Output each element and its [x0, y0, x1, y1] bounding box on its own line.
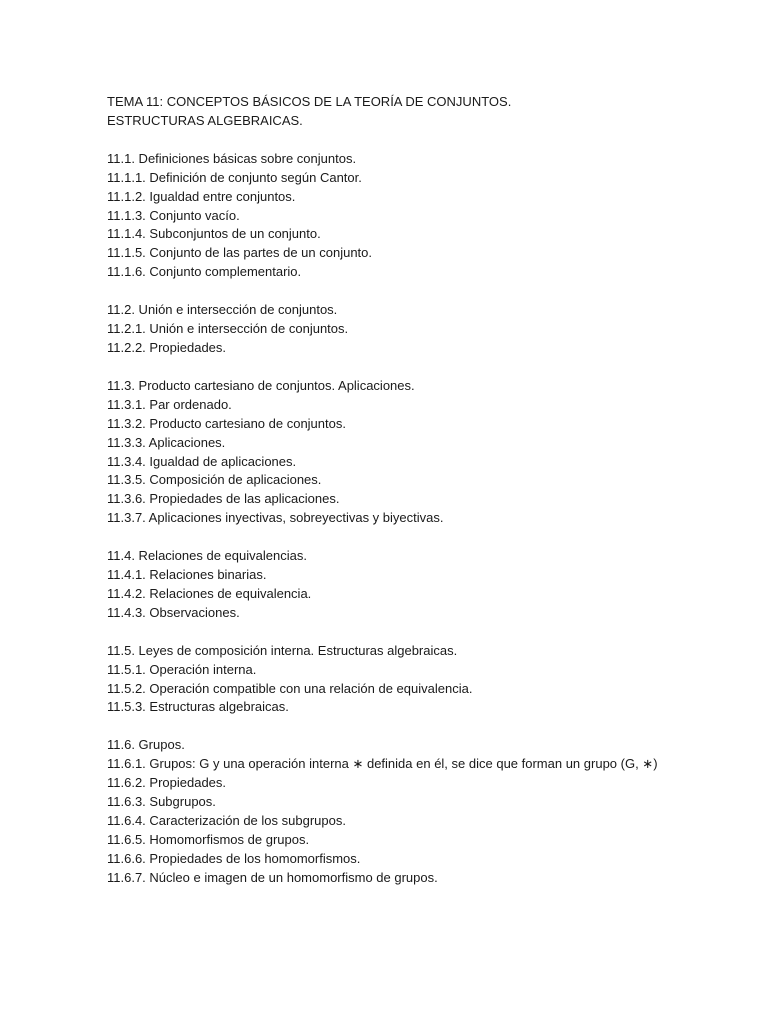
- section-item: 11.1.6. Conjunto complementario.: [107, 264, 302, 280]
- section-item: 11.3.2. Producto cartesiano de conjuntos.: [107, 415, 346, 431]
- section-11-5: [107, 642, 667, 718]
- section-11-1: [107, 150, 667, 282]
- section-heading: 11.3. Producto cartesiano de conjuntos. Aplicaciones.: [107, 377, 415, 393]
- section-item: 11.3.4. Igualdad de aplicaciones.: [107, 453, 297, 469]
- section-item: 11.1.5. Conjunto de las partes de un conjunto.: [107, 245, 373, 261]
- section-11-6: [107, 736, 667, 887]
- document-page: [107, 93, 667, 888]
- section-item: 11.3.3. Aplicaciones.: [107, 434, 226, 450]
- section-item: 11.6.7. Núcleo e imagen de un homomorfismo de grupos.: [107, 869, 438, 885]
- section-heading: 11.6. Grupos.: [107, 737, 185, 753]
- section-item: 11.2.1. Unión e intersección de conjuntos.: [107, 321, 349, 337]
- section-item: 11.1.2. Igualdad entre conjuntos.: [107, 188, 296, 204]
- section-item: 11.6.1. Grupos: G y una operación interna ∗ definida en él, se dice que forman un grupo (G, ∗): [107, 756, 658, 772]
- section-item: 11.6.6. Propiedades de los homomorfismos.: [107, 850, 361, 866]
- section-item: 11.5.1. Operación interna.: [107, 661, 257, 677]
- section-heading: 11.5. Leyes de composición interna. Estructuras algebraicas.: [107, 642, 458, 658]
- section-11-4: [107, 547, 667, 623]
- section-item: 11.6.4. Caracterización de los subgrupos.: [107, 813, 346, 828]
- section-item: 11.1.1. Definición de conjunto según Cantor.: [107, 169, 362, 185]
- section-item: 11.6.5. Homomorfismos de grupos.: [107, 831, 310, 847]
- section-item: 11.3.7. Aplicaciones inyectivas, sobreyectivas y biyectivas.: [107, 510, 444, 526]
- section-item: 11.3.1. Par ordenado.: [107, 396, 232, 412]
- document-title: [107, 93, 667, 131]
- section-11-3: [107, 377, 667, 528]
- section-heading: 11.2. Unión e intersección de conjuntos.: [107, 302, 338, 318]
- title-line-2: ESTRUCTURAS ALGEBRAICAS.: [107, 112, 303, 128]
- section-item: 11.6.2. Propiedades.: [107, 775, 227, 791]
- section-item: 11.2.2. Propiedades.: [107, 339, 227, 355]
- section-item: 11.4.1. Relaciones binarias.: [107, 567, 267, 583]
- section-heading: 11.1. Definiciones básicas sobre conjuntos.: [107, 150, 357, 166]
- section-heading: 11.4. Relaciones de equivalencias.: [107, 548, 307, 564]
- section-item: 11.3.5. Composición de aplicaciones.: [107, 472, 322, 488]
- section-item: 11.5.3. Estructuras algebraicas.: [107, 699, 289, 715]
- section-item: 11.1.3. Conjunto vacío.: [107, 207, 240, 223]
- section-item: 11.1.4. Subconjuntos de un conjunto.: [107, 226, 321, 242]
- section-item: 11.3.6. Propiedades de las aplicaciones.: [107, 491, 340, 507]
- section-11-2: [107, 301, 667, 358]
- section-item: 11.6.3. Subgrupos.: [107, 794, 216, 810]
- section-item: 11.5.2. Operación compatible con una relación de equivalencia.: [107, 680, 473, 696]
- title-line-1: TEMA 11: CONCEPTOS BÁSICOS DE LA TEORÍA DE CONJUNTOS.: [107, 94, 512, 109]
- section-item: 11.4.3. Observaciones.: [107, 604, 240, 620]
- section-item: 11.4.2. Relaciones de equivalencia.: [107, 585, 312, 601]
